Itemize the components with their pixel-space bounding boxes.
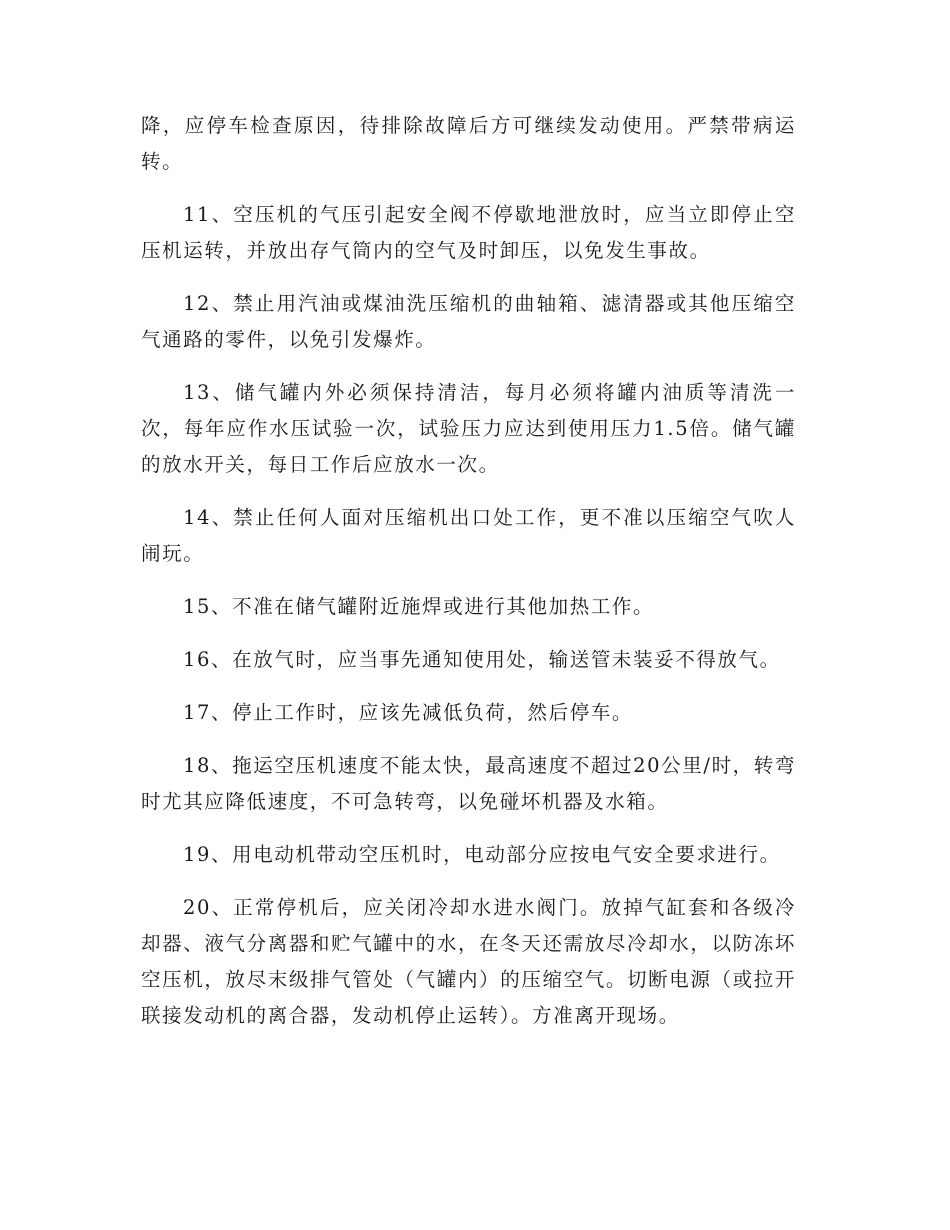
document-body [141,108,796,1051]
paragraph-item-19: 19、用电动机带动空压机时，电动部分应按电气安全要求进行。 [183,843,781,866]
paragraph-item-12: 12、禁止用汽油或煤油洗压缩机的曲轴箱、滤清器或其他压缩空气通路的零件，以免引发爆炸。 [141,292,796,351]
paragraph-item-13: 13、储气罐内外必须保持清洁，每月必须将罐内油质等清洗一次，每年应作水压试验一次，试验压力应达到使用压力1.5倍。储气罐的放水开关，每日工作后应放水一次。 [141,381,796,476]
paragraph-continuation: 降，应停车检查原因，待排除故障后方可继续发动使用。严禁带病运转。 [141,114,796,173]
paragraph-item-17: 17、停止工作时，应该先减低负荷，然后停车。 [183,701,634,724]
paragraph-item-20: 20、正常停机后，应关闭冷却水进水阀门。放掉气缸套和各级冷却器、液气分离器和贮气罐中的水，在冬天还需放尽冷却水，以防冻坏空压机，放尽末级排气管处（气罐内）的压缩空气。切断电源（或拉开联接发动机的离合器，发动机停止运转）。方准离开现场。 [141,896,796,1027]
paragraph-item-11: 11、空压机的气压引起安全阀不停歇地泄放时，应当立即停止空压机运转，并放出存气筒内的空气及时卸压，以免发生事故。 [141,203,796,262]
paragraph-item-18: 18、拖运空压机速度不能太快，最高速度不超过20公里/时，转弯时尤其应降低速度，不可急转弯，以免碰坏机器及水箱。 [141,754,796,813]
paragraph-item-15: 15、不准在储气罐附近施焊或进行其他加热工作。 [183,595,655,618]
paragraph-item-14: 14、禁止任何人面对压缩机出口处工作，更不准以压缩空气吹人闹玩。 [141,506,796,565]
paragraph-item-16: 16、在放气时，应当事先通知使用处，输送管未装妥不得放气。 [183,648,781,671]
